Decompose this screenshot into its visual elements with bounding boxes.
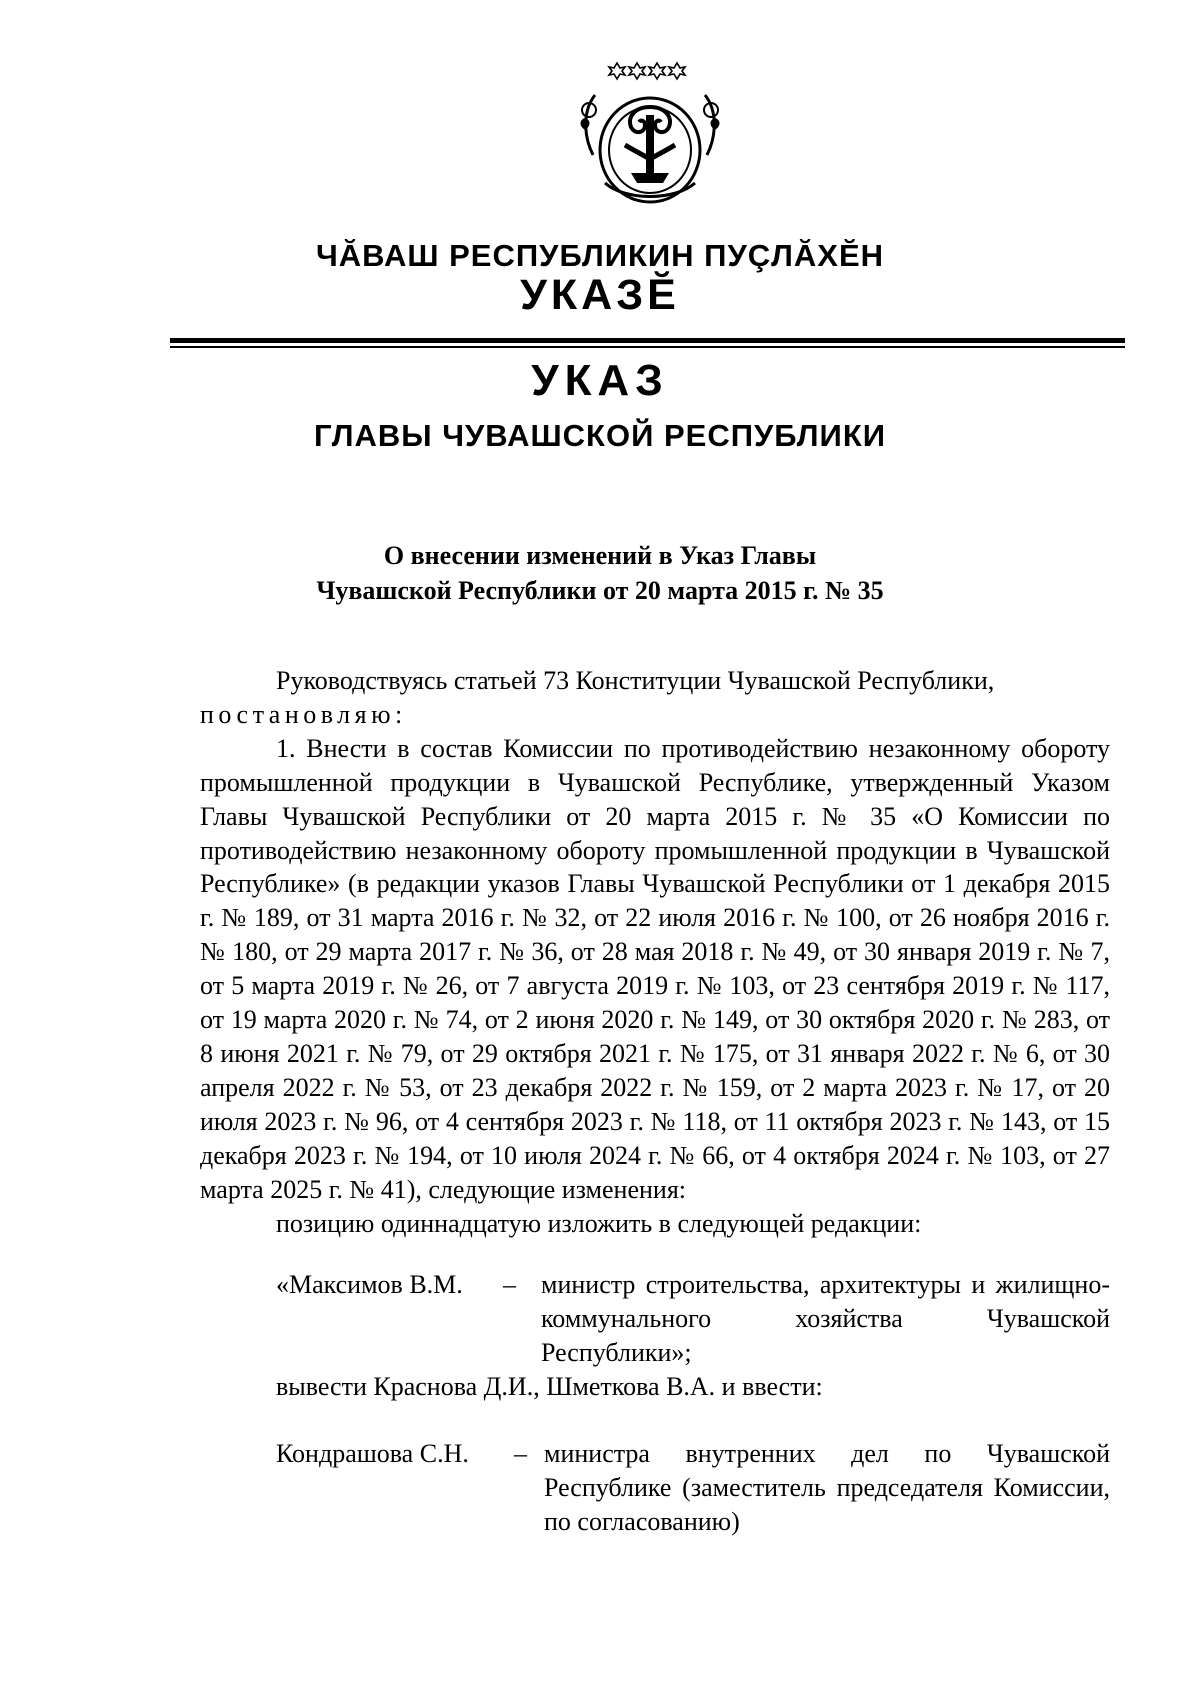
header-russian-line1: УКАЗ <box>531 356 669 405</box>
entry-dash: – <box>514 1439 527 1469</box>
resolve-word: постановляю: <box>200 699 407 729</box>
position-line: позицию одиннадцатую изложить в следующей редакции: <box>276 1208 922 1238</box>
entry-kondrashov <box>200 1437 1110 1539</box>
entry-maksimov <box>200 1268 1110 1370</box>
remove-line: вывести Краснова Д.И., Шметкова В.А. и ввести: <box>276 1372 823 1402</box>
document-body <box>200 664 1110 1539</box>
header-chuvash-line2: УКАЗĔ <box>520 271 680 319</box>
preamble: Руководствуясь статьей 73 Конституции Чувашской Республики, <box>276 666 995 695</box>
header-russian-line2: ГЛАВЫ ЧУВАШСКОЙ РЕСПУБЛИКИ <box>313 418 887 453</box>
header-divider-thin <box>170 346 1125 348</box>
entry-name: «Максимов В.М. <box>276 1270 463 1300</box>
entry-name: Кондрашова С.Н. <box>276 1439 469 1469</box>
entry-dash: – <box>503 1270 516 1300</box>
title-line2: Чувашской Республики от 20 марта 2015 г. № 35 <box>316 576 884 605</box>
coat-of-arms-emblem <box>565 55 735 207</box>
header-divider-thick <box>170 338 1125 343</box>
entry-description: министра внутренних дел по Чувашской Республике (заместитель председателя Комиссии, по согласованию) <box>544 1439 1110 1536</box>
document-title <box>0 538 1200 608</box>
header-chuvash-line1: ЧĂВАШ РЕСПУБЛИКИН ПУÇЛĂХĔН <box>315 238 885 273</box>
item-1: 1. Внести в состав Комиссии по противодействию незаконному обороту промышленной продукции в Чувашской Республике, утвержденный Указом Главы Чувашской Республики от 20 марта 2015 г. № 35 «О Комиссии по противодействию незаконному обороту промышленной продукции в Чувашской Республике» (в редакции указов Главы Чувашской Республики от 1 декабря 2015 г. № 189, от 31 марта 2016 г. № 32, от 22 июля 2016 г. № 100, от 26 ноября 2016 г. № 180, от 29 марта 2017 г. № 36, от 28 мая 2018 г. № 49, от 30 января 2019 г. № 7, от 5 марта 2019 г. № 26, от 7 августа 2019 г. № 103, от 23 сентября 2019 г. № 117, от 19 марта 2020 г. № 74, от 2 июня 2020 г. № 149, от 30 октября 2020 г. № 283, от 8 июня 2021 г. № 79, от 29 октября 2021 г. № 175, от 31 января 2022 г. № 6, от 30 апреля 2022 г. № 53, от 23 декабря 2022 г. № 159, от 2 марта 2023 г. № 17, от 20 июля 2023 г. № 96, от 4 сентября 2023 г. № 118, от 11 октября 2023 г. № 143, от 15 декабря 2023 г. № 194, от 10 июля 2024 г. № 66, от 4 октября 2024 г. № 103, от 27 марта 2025 г. № 41), следующие изменения: <box>200 733 1110 1204</box>
coat-of-arms-icon <box>565 55 735 207</box>
entry-description: министр строительства, архитектуры и жилищно-коммунального хозяйства Чувашской Республики»; <box>541 1270 1110 1368</box>
title-line1: О внесении изменений в Указ Главы <box>383 541 817 570</box>
